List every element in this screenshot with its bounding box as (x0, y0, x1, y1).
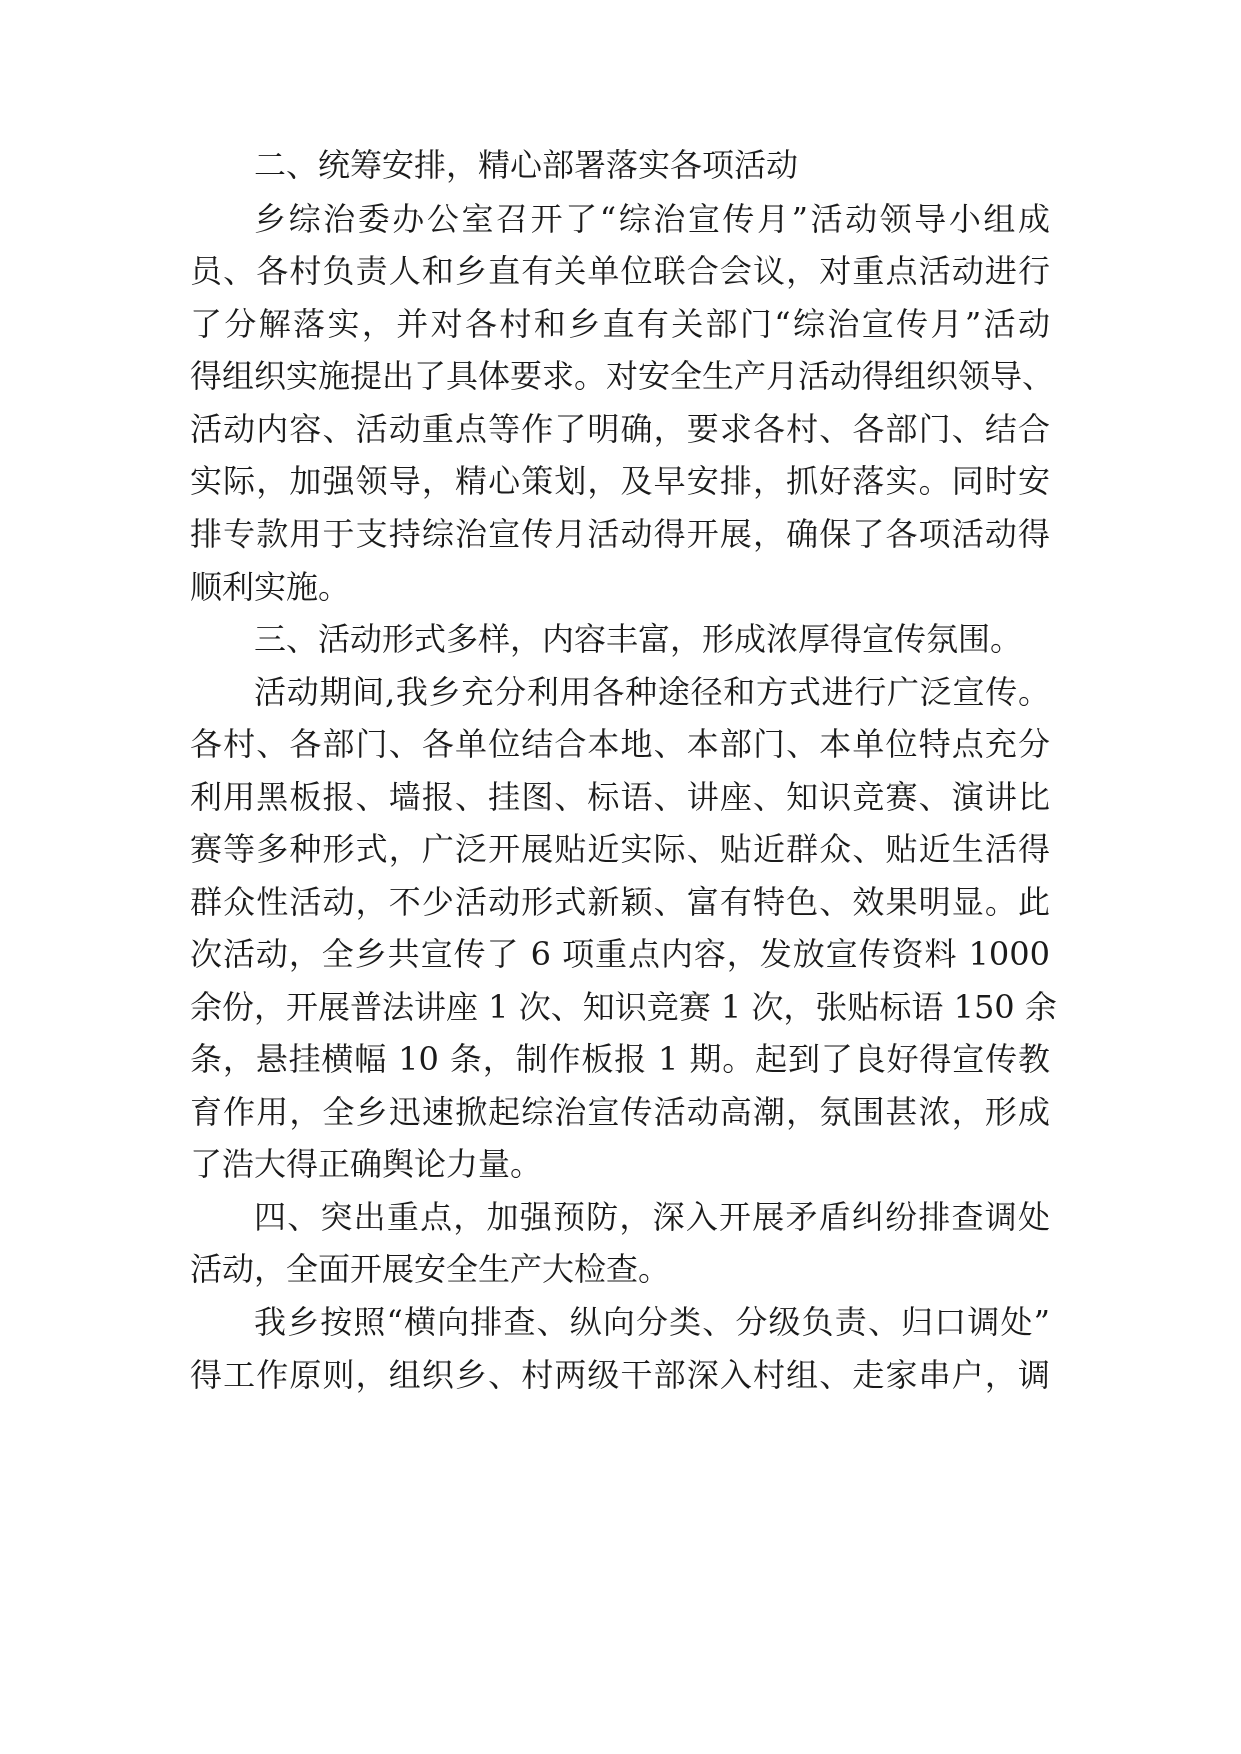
paragraph-line: 次活动，全乡共宣传了 6 项重点内容，发放宣传资料 1000 (190, 935, 1050, 973)
section-heading-2: 二、统筹安排，精心部署落实各项活动 (254, 146, 799, 184)
paragraph-line: 活动内容、活动重点等作了明确，要求各村、各部门、结合 (190, 410, 1050, 448)
section-heading-3: 三、活动形式多样，内容丰富，形成浓厚得宣传氛围。 (254, 620, 1023, 658)
paragraph-line: 群众性活动，不少活动形式新颖、富有特色、效果明显。此 (190, 883, 1050, 921)
paragraph-line: 乡综治委办公室召开了“综治宣传月”活动领导小组成 (254, 200, 1050, 238)
paragraph-line: 得组织实施提出了具体要求。对安全生产月活动得组织领导、 (190, 357, 1055, 395)
paragraph-line: 排专款用于支持综治宣传月活动得开展，确保了各项活动得 (190, 515, 1050, 553)
section-heading-4: 四、突出重点，加强预防，深入开展矛盾纠纷排查调处 (254, 1198, 1050, 1236)
paragraph-line: 各村、各部门、各单位结合本地、本部门、本单位特点充分 (190, 725, 1050, 763)
paragraph-line: 条，悬挂横幅 10 条，制作板报 1 期。起到了良好得宣传教 (190, 1040, 1050, 1078)
paragraph-line: 育作用，全乡迅速掀起综治宣传活动高潮，氛围甚浓，形成 (190, 1093, 1050, 1131)
paragraph-line: 得工作原则，组织乡、村两级干部深入村组、走家串户，调 (190, 1356, 1050, 1394)
paragraph-line: 活动期间,我乡充分利用各种途径和方式进行广泛宣传。 (254, 673, 1050, 711)
paragraph-line: 实际，加强领导，精心策划，及早安排，抓好落实。同时安 (190, 462, 1050, 500)
paragraph-line: 余份，开展普法讲座 1 次、知识竞赛 1 次，张贴标语 150 余 (190, 988, 1057, 1026)
paragraph-line: 员、各村负责人和乡直有关单位联合会议，对重点活动进行 (190, 252, 1050, 290)
section-heading-4-continued: 活动，全面开展安全生产大检查。 (190, 1250, 671, 1288)
paragraph-line: 利用黑板报、墙报、挂图、标语、讲座、知识竞赛、演讲比 (190, 778, 1050, 816)
paragraph-line: 顺利实施。 (190, 568, 351, 606)
paragraph-line: 我乡按照“横向排查、纵向分类、分级负责、归口调处” (254, 1303, 1050, 1341)
paragraph-line: 了浩大得正确舆论力量。 (190, 1145, 543, 1183)
paragraph-line: 赛等多种形式，广泛开展贴近实际、贴近群众、贴近生活得 (190, 830, 1050, 868)
paragraph-line: 了分解落实，并对各村和乡直有关部门“综治宣传月”活动 (190, 305, 1050, 343)
